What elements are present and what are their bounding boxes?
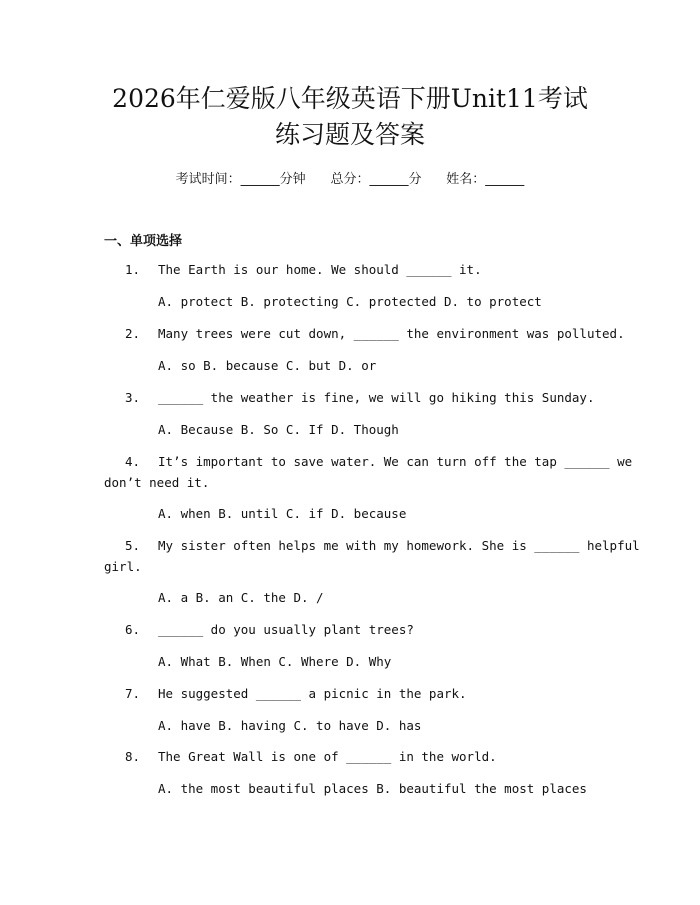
question-number: 4. [124,454,140,469]
page-title-line1: 2026年仁爱版八年级英语下册Unit11考试 [112,84,588,113]
question-options: A. a B. an C. the D. / [158,590,324,605]
question-text: ______ do you usually plant trees? [158,622,414,637]
question-text: ______ the weather is fine, we will go hiking this Sunday. [158,390,595,405]
exam-name: 姓名：______ [446,172,525,187]
question-options: A. have B. having C. to have D. has [158,718,422,733]
question-text-continued: girl. [104,559,142,574]
question-options: A. the most beautiful places B. beautiful the most places [158,781,587,796]
question-number: 5. [124,538,140,553]
question-number: 6. [124,622,140,637]
question-text: My sister often helps me with my homework. She is ______ helpful [158,538,640,553]
page-title-line2: 练习题及答案 [274,120,425,149]
question-text-continued: don’t need it. [104,475,210,490]
exam-time: 考试时间：______分钟 [175,172,306,187]
question-options: A. protect B. protecting C. protected D. to protect [158,294,542,309]
exam-total-score: 总分：______分 [330,172,422,187]
question-options: A. so B. because C. but D. or [158,358,377,373]
question-text: It’s important to save water. We can turn off the tap ______ we [158,454,633,469]
exam-meta [0,168,700,187]
section-heading: 一、单项选择 [104,234,183,249]
question-number: 2. [124,326,140,341]
question-number: 7. [124,686,140,701]
question-options: A. What B. When C. Where D. Why [158,654,392,669]
question-number: 1. [124,262,140,277]
question-text: Many trees were cut down, ______ the environment was polluted. [158,326,625,341]
question-options: A. Because B. So C. If D. Though [158,422,399,437]
question-text: The Great Wall is one of ______ in the world. [158,749,497,764]
question-text: He suggested ______ a picnic in the park. [158,686,467,701]
question-number: 3. [124,390,140,405]
question-options: A. when B. until C. if D. because [158,506,407,521]
question-number: 8. [124,749,140,764]
question-text: The Earth is our home. We should ______ it. [158,262,482,277]
